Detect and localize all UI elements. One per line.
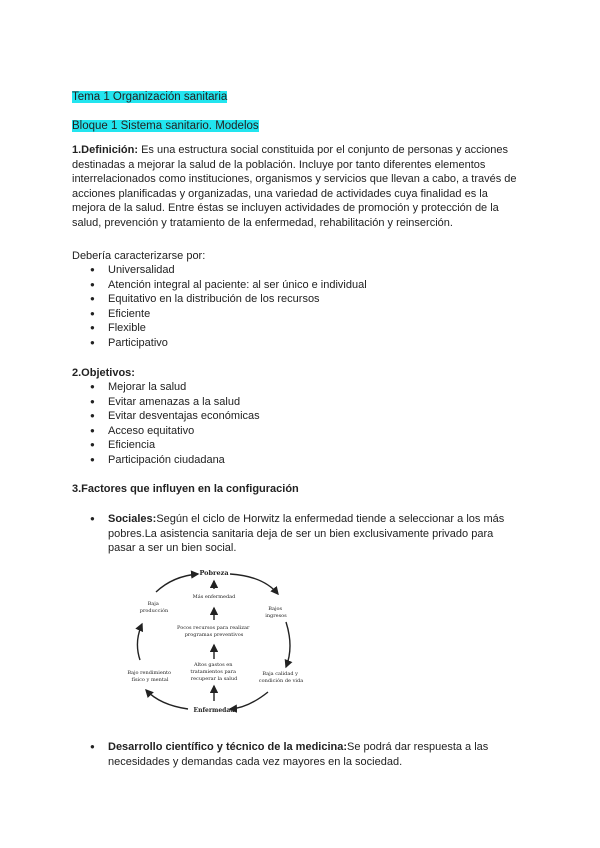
list-item: ● Evitar amenazas a la salud <box>90 395 260 410</box>
sociales-text: Según el ciclo de Horwitz la enfermedad tiende a seleccionar a los más pobres.La asistencia sanitaria deja de ser un bien exclusivamente privado para pasar a ser un bien social. <box>108 513 505 555</box>
objetivos-list <box>90 380 260 468</box>
definicion-paragraph <box>72 143 522 231</box>
caracter-list <box>90 263 367 351</box>
list-item: ● Eficiente <box>90 307 367 322</box>
node-altos-gastos: Altos gastos en tratamientos para recuperar la salud <box>190 662 238 682</box>
sociales-label: Sociales: <box>108 513 157 525</box>
caracter-intro: Debería caracterizarse por: <box>72 250 206 262</box>
list-item: ● Mejorar la salud <box>90 380 260 395</box>
node-bajo-rendimiento: Bajo rendimiento físico y mental <box>127 670 172 683</box>
node-pocos-recursos: Pocos recursos para realizar programas preventivos <box>177 625 250 638</box>
bullet-icon: ● <box>90 514 95 523</box>
definicion-text: Es una estructura social constituida por el conjunto de personas y acciones destinadas a mejorar la salud de la población. Incluye por tanto diferentes elementos interrelacionados como instituciones, organismos y servicios que llevan a cabo, a través de acciones planificadas y organizadas, una variedad de actividades cuya finalidad es la mejora de la salud. Entre éstas se incluyen actividades de promoción y protección de la salud, prevención y tratamiento de la enfermedad, rehabilitación y reinserción. <box>72 144 517 229</box>
cycle-arrow <box>286 622 290 667</box>
list-item: ● Universalidad <box>90 263 367 278</box>
factores-heading: 3.Factores que influyen en la configuración <box>72 483 299 495</box>
cycle-arrow <box>230 574 278 594</box>
list-item: ● Atención integral al paciente: al ser único e individual <box>90 278 367 293</box>
list-item: ● Acceso equitativo <box>90 424 260 439</box>
node-baja-produccion: Baja producción <box>139 601 169 614</box>
desarrollo-text: Se podrá dar respuesta a las necesidades y demandas cada vez mayores en la sociedad. <box>108 741 489 768</box>
node-baja-calidad: Baja calidad y condición de vida <box>258 671 304 684</box>
cycle-arrow <box>146 690 188 709</box>
bloque-title: Bloque 1 Sistema sanitario. Modelos <box>72 120 259 132</box>
node-enfermedad: Enfermedad <box>193 707 235 714</box>
node-pobreza: Pobreza <box>199 569 229 577</box>
list-item: ● Participativo <box>90 336 367 351</box>
node-bajos-ingresos: Bajos ingresos <box>265 606 287 619</box>
list-item: ● Participación ciudadana <box>90 453 260 468</box>
bullet-icon: ● <box>90 742 95 751</box>
cycle-arrow <box>230 692 268 709</box>
node-mas-enfermedad: Más enfermedad <box>192 594 236 600</box>
tema-title: Tema 1 Organización sanitaria <box>72 91 228 103</box>
factor-desarrollo <box>90 740 520 769</box>
list-item: ● Eficiencia <box>90 438 260 453</box>
definicion-label: 1.Definición: <box>72 144 139 156</box>
list-item: ● Evitar desventajas económicas <box>90 409 260 424</box>
factor-sociales <box>90 512 520 556</box>
list-item: ● Flexible <box>90 321 367 336</box>
list-item: ● Equitativo en la distribución de los recursos <box>90 292 367 307</box>
horwitz-cycle-diagram <box>118 562 318 717</box>
cycle-arrow <box>137 624 142 660</box>
desarrollo-label: Desarrollo científico y técnico de la medicina: <box>108 741 348 753</box>
objetivos-label: 2.Objetivos: <box>72 367 135 379</box>
cycle-arrow <box>156 574 198 592</box>
